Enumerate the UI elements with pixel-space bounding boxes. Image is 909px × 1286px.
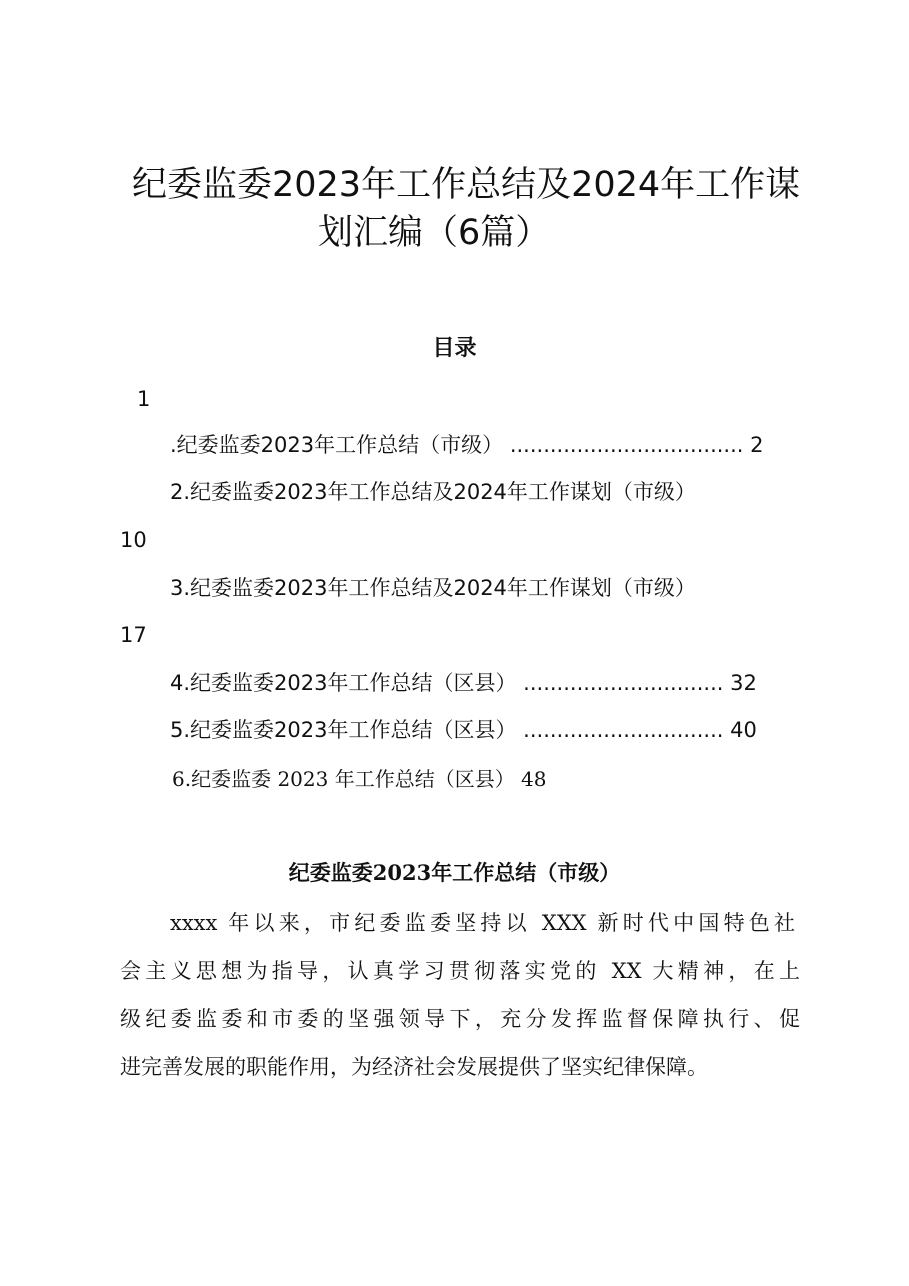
toc-entry-2-page xyxy=(120,526,147,554)
toc-entry-text: 6.纪委监委 2023 年工作总结（区县） 48 xyxy=(172,767,547,791)
document-title-line-2: 划汇编（6篇） xyxy=(318,213,551,253)
toc-leader-dots: .............................. xyxy=(523,718,724,742)
toc-entry-3-page xyxy=(120,621,147,649)
toc-entry-text: 4.纪委监委2023年工作总结（区县） xyxy=(170,671,517,695)
toc-page-number: 40 xyxy=(730,718,757,742)
toc-entry-text: 3.纪委监委2023年工作总结及2024年工作谋划（市级） xyxy=(170,576,696,600)
toc-entry-3[interactable] xyxy=(170,574,696,602)
body-paragraph-line: 进完善发展的职能作用，为经济社会发展提供了坚实纪律保障。 xyxy=(120,1055,708,1079)
toc-page-number: 10 xyxy=(120,528,147,552)
toc-entry-text: 1 xyxy=(137,387,151,411)
toc-entry-4[interactable] xyxy=(170,669,757,697)
body-paragraph-line: 级纪委监委和市委的坚强领导下，充分发挥监督保障执行、促 xyxy=(120,1007,800,1031)
toc-page-number: 17 xyxy=(120,623,147,647)
toc-entry-text: .纪委监委2023年工作总结（市级） xyxy=(170,433,504,457)
toc-entry-text: 5.纪委监委2023年工作总结（区县） xyxy=(170,718,517,742)
toc-entry-2[interactable] xyxy=(170,478,696,506)
toc-heading: 目录 xyxy=(432,335,477,361)
body-paragraph-line: xxxx 年以来，市纪委监委坚持以 XXX 新时代中国特色社 xyxy=(170,911,795,935)
body-paragraph-line: 会主义思想为指导，认真学习贯彻落实党的 XX 大精神，在上 xyxy=(120,959,800,983)
document-title-line-1: 纪委监委2023年工作总结及2024年工作谋 xyxy=(132,165,801,205)
toc-leader-dots: ................................... xyxy=(509,433,744,457)
toc-page-number: 32 xyxy=(730,671,757,695)
toc-entry-1[interactable] xyxy=(170,431,764,459)
toc-entry-text: 2.纪委监委2023年工作总结及2024年工作谋划（市级） xyxy=(170,480,696,504)
toc-entry-6[interactable] xyxy=(172,765,547,793)
toc-entry-1-number xyxy=(137,385,150,413)
toc-page-number: 2 xyxy=(750,433,764,457)
toc-entry-5[interactable] xyxy=(170,716,757,744)
section-heading: 纪委监委2023年工作总结（市级） xyxy=(288,860,621,885)
toc-leader-dots: .............................. xyxy=(523,671,724,695)
